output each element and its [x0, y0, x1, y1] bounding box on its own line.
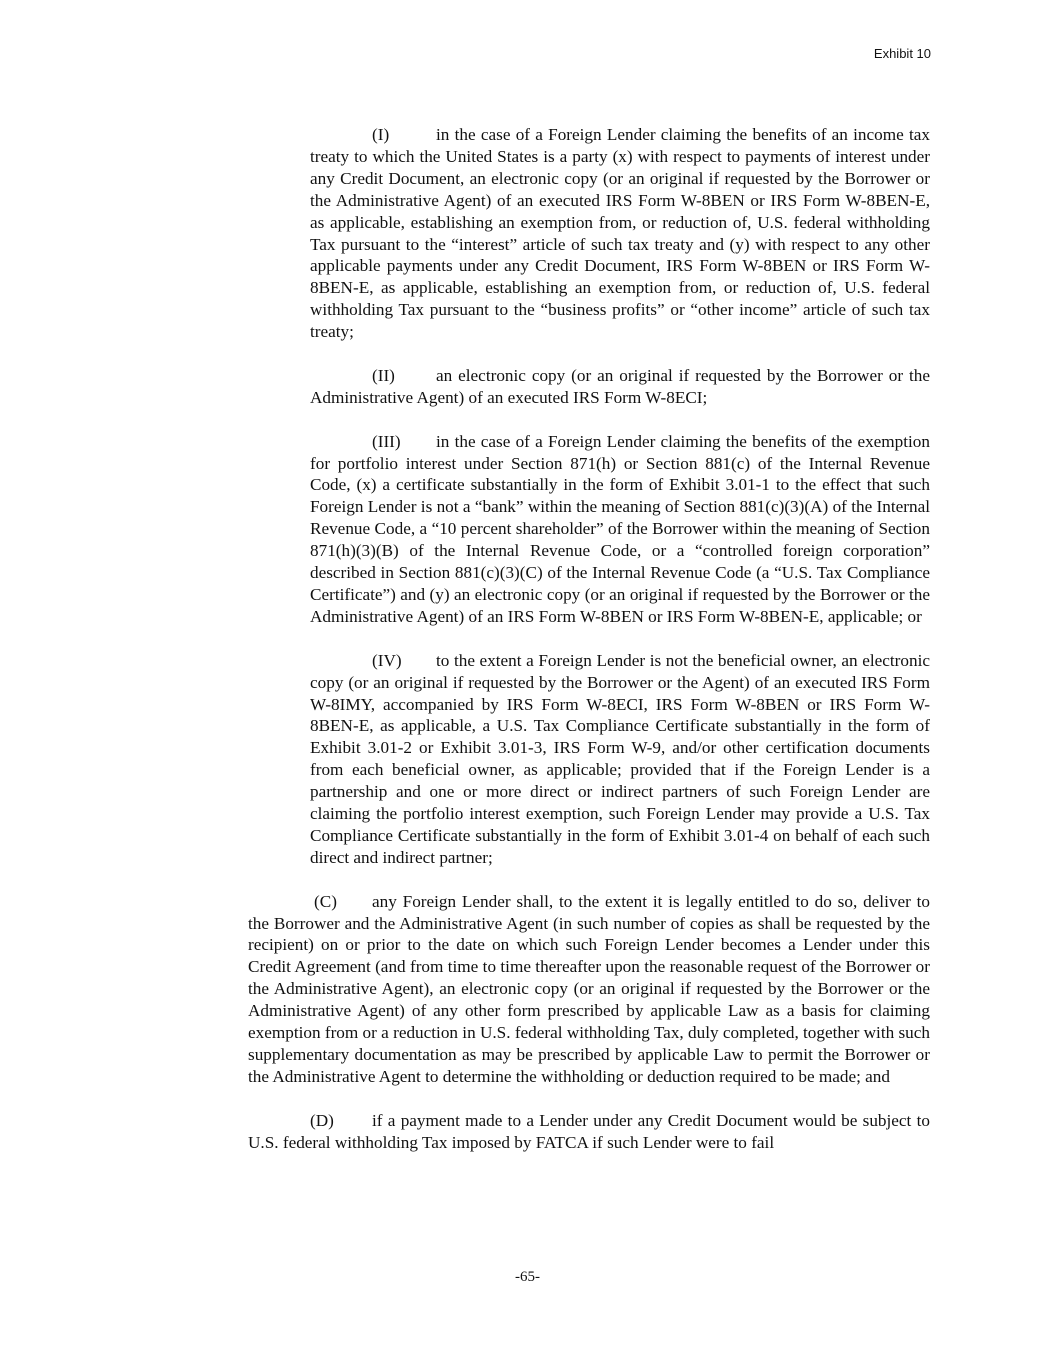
page-number: -65- — [515, 1269, 540, 1285]
paragraph-ii — [310, 365, 930, 409]
paragraph-marker-ii: (II) — [372, 365, 395, 385]
document-body — [0, 124, 1055, 1175]
paragraph-text-d: if a payment made to a Lender under any Credit Document would be subject to U.S. federal withholding Tax imposed by FATCA if such Lender were to fail — [248, 1110, 930, 1152]
paragraph-text-iv: to the extent a Foreign Lender is not the beneficial owner, an electronic copy (or an original if requested by the Borrower or the Agent) of an executed IRS Form W-8IMY, accompanied by IRS Form W-8ECI, IRS Form W-8BEN or IRS Form W-8BEN-E, as applicable, a U.S. Tax Compliance Certificate substantially in the form of Exhibit 3.01-2 or Exhibit 3.01-3, IRS Form W-9, and/or other certification documents from each beneficial owner, as applicable; provided that if the Foreign Lender is a partnership and one or more direct or indirect partners of such Foreign Lender are claiming the portfolio interest exemption, such Foreign Lender may provide a U.S. Tax Compliance Certificate substantially in the form of Exhibit 3.01-4 on behalf of each such direct and indirect partner; — [310, 650, 930, 867]
paragraph-text-c: any Foreign Lender shall, to the extent it is legally entitled to do so, deliver to the Borrower and the Administrative Agent (in such number of copies as shall be requested by the recipient) on or prior to the date on which such Foreign Lender becomes a Lender under this Credit Agreement (and from time to time thereafter upon the reasonable request of the Borrower or the Administrative Agent), an electronic copy (or an original if requested by the Borrower or the Administrative Agent) of any other form prescribed by applicable Law as a basis for claiming exemption from or a reduction in U.S. federal withholding Tax, duly completed, together with such supplementary documentation as may be prescribed by applicable Law to permit the Borrower or the Administrative Agent to determine the withholding or deduction required to be made; and — [248, 891, 931, 1086]
paragraph-marker-c: (C) — [314, 891, 337, 911]
paragraph-c — [248, 891, 930, 1088]
paragraph-marker-iii: (III) — [372, 431, 401, 451]
exhibit-label: Exhibit 10 — [873, 46, 931, 61]
paragraph-i — [310, 124, 930, 343]
paragraph-marker-d: (D) — [310, 1110, 334, 1130]
paragraph-iv — [310, 650, 930, 869]
paragraph-d — [248, 1110, 930, 1154]
paragraph-marker-i: (I) — [372, 125, 390, 144]
paragraph-text-ii: an electronic copy (or an original if requested by the Borrower or the Administrative Agent) of an executed IRS Form W-8ECI; — [310, 365, 930, 407]
paragraph-iii — [310, 431, 930, 628]
paragraph-marker-iv: (IV) — [372, 650, 402, 670]
paragraph-text-iii: in the case of a Foreign Lender claiming the benefits of the exemption for portfolio interest under Section 871(h) or Section 881(c) of the Internal Revenue Code, (x) a certificate substantially in the form of Exhibit 3.01-1 to the effect that such Foreign Lender is not a “bank” within the meaning of Section 881(c)(3)(A) of the Internal Revenue Code, a “10 percent shareholder” of the Borrower within the meaning of Section 871(h)(3)(B) of the Internal Revenue Code, or a “controlled foreign corporation” described in Section 881(c)(3)(C) of the Internal Revenue Code (a “U.S. Tax Compliance Certificate”) and (y) an electronic copy (or an original if requested by the Borrower or the Administrative Agent) of an IRS Form W-8BEN or IRS Form W-8BEN-E, applicable; or — [310, 431, 930, 626]
paragraph-text-i: in the case of a Foreign Lender claiming the benefits of an income tax treaty to which the United States is a party (x) with respect to payments of interest under any Credit Document, an electronic copy (or an original if requested by the Borrower or the Administrative Agent) of an executed IRS Form W-8BEN or IRS Form W-8BEN-E, as applicable, establishing an exemption from, or reduction of, U.S. federal withholding Tax pursuant to the “interest” article of such tax treaty and (y) with respect to any other applicable payments under any Credit Document, IRS Form W-8BEN or IRS Form W-8BEN-E, as applicable, establishing an exemption from, or reduction of, U.S. federal withholding Tax pursuant to the “business profits” or “other income” article of such tax treaty; — [310, 125, 930, 342]
